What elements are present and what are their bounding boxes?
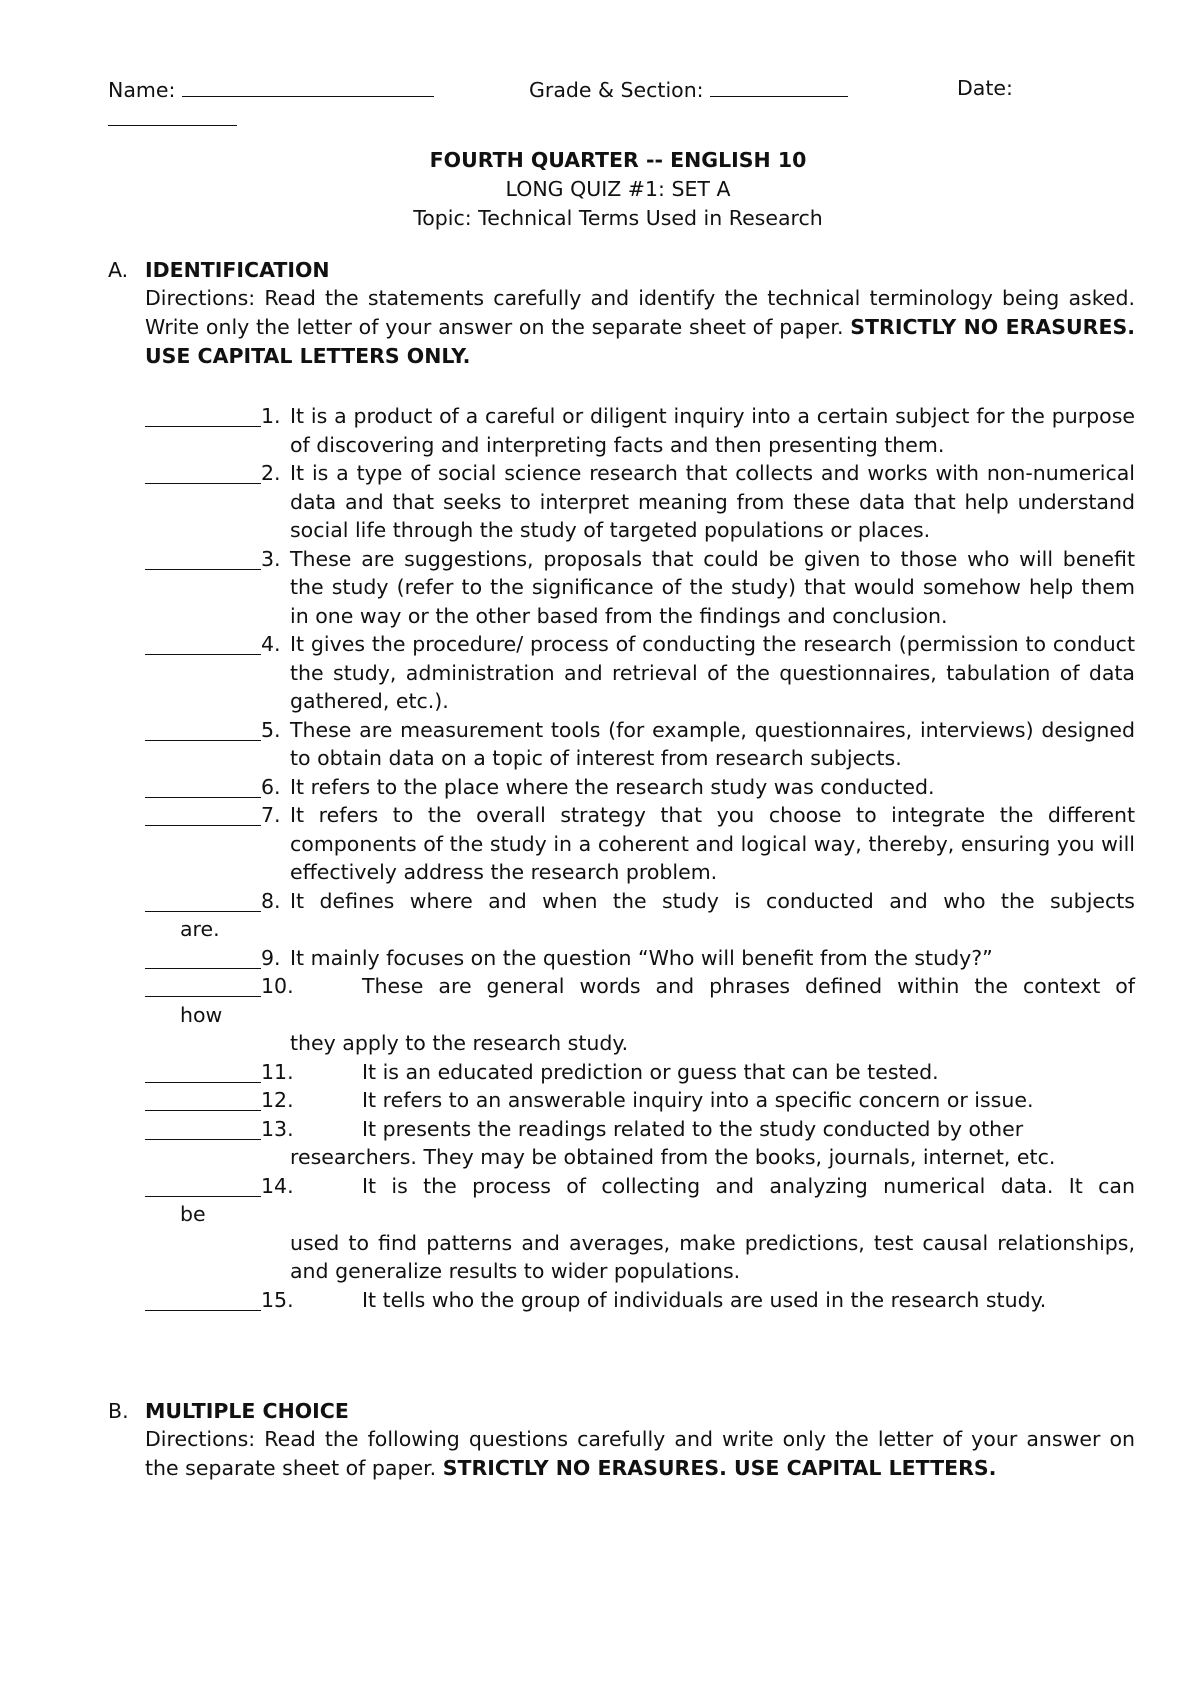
section-b-heading — [108, 1397, 349, 1425]
item-text: It is a type of social science research that collects and works with non-numerical data and that seeks to interpret meaning from these data that help understand social life through the study of targeted populations or places. — [290, 461, 1135, 542]
grade-section-blank[interactable] — [710, 74, 848, 97]
section-a-directions-emphasis: STRICTLY NO ERASURES. USE CAPITAL LETTERS ONLY. — [145, 315, 1135, 368]
list-item — [145, 402, 1135, 459]
name-blank[interactable] — [182, 74, 434, 97]
quiz-subtitle: LONG QUIZ #1: SET A — [505, 177, 731, 201]
item-text: It defines where and when the study is conducted and who the subjects — [290, 888, 1135, 913]
item-number: 6. — [261, 774, 281, 799]
item-text-continuation: researchers. They may be obtained from the books, journals, internet, etc. — [290, 1145, 1056, 1169]
list-item — [145, 1058, 1135, 1087]
list-item — [145, 972, 1135, 1058]
item-number: 10. — [261, 974, 294, 998]
section-b-name: MULTIPLE CHOICE — [145, 1399, 349, 1423]
answer-blank[interactable] — [145, 1117, 261, 1140]
topic-line: Topic: Technical Terms Used in Research — [413, 206, 823, 230]
answer-blank[interactable] — [145, 1060, 261, 1083]
section-a-heading — [108, 256, 330, 284]
item-text: These are suggestions, proposals that could be given to those who will benefit the study (refer to the significance of the study) that would somehow help them in one way or the other based from the findings and conclusion. — [290, 546, 1135, 628]
item-number: 13. — [261, 1116, 294, 1141]
student-info-line — [108, 74, 1108, 104]
item-text: It presents the readings related to the study conducted by other — [362, 1116, 1024, 1141]
item-text: It mainly focuses on the question “Who will benefit from the study?” — [290, 945, 993, 970]
answer-blank[interactable] — [145, 775, 261, 798]
list-item — [145, 773, 1135, 802]
list-item — [145, 887, 1135, 944]
item-text: It refers to an answerable inquiry into a specific concern or issue. — [362, 1088, 1034, 1112]
item-text: These are general words and phrases defined within the context of — [362, 974, 1135, 998]
list-item — [145, 630, 1135, 716]
name-field[interactable] — [108, 74, 434, 104]
date-label: Date: — [957, 76, 1013, 100]
item-text: It tells who the group of individuals are used in the research study. — [362, 1287, 1047, 1312]
section-a-directions-text: Directions: Read the statements carefully and identify the technical terminology being asked. Write only the letter of your answer on the separate sheet of paper. — [145, 286, 1135, 339]
answer-blank[interactable] — [145, 1288, 261, 1311]
item-text: It gives the procedure/ process of conducting the research (permission to conduct the study, administration and retrieval of the questionnaires, tabulation of data gathered, etc.). — [290, 632, 1135, 713]
section-b-directions-text: Directions: Read the following questions carefully and write only the letter of your answer on the separate sheet of paper. — [145, 1427, 1135, 1480]
list-item — [145, 1286, 1135, 1315]
answer-blank[interactable] — [145, 461, 261, 484]
item-text-wrap: be — [180, 1202, 206, 1226]
section-a-name: IDENTIFICATION — [145, 258, 330, 282]
item-number: 7. — [261, 803, 281, 827]
list-item — [145, 1115, 1135, 1172]
list-item — [145, 944, 1135, 973]
page-title: FOURTH QUARTER -- ENGLISH 10 — [429, 148, 807, 172]
title-block — [0, 146, 1200, 233]
answer-blank[interactable] — [145, 1088, 261, 1111]
item-text-wrap: how — [180, 1002, 223, 1027]
section-b-directions-emphasis: STRICTLY NO ERASURES. USE CAPITAL LETTERS. — [442, 1456, 997, 1480]
section-a-letter: A. — [108, 258, 129, 282]
item-text: These are measurement tools (for example, questionnaires, interviews) designed to obtain data on a topic of interest from research subjects. — [290, 717, 1135, 770]
answer-blank[interactable] — [145, 404, 261, 427]
answer-blank[interactable] — [145, 632, 261, 655]
item-text: It is a product of a careful or diligent inquiry into a certain subject for the purpose of discovering and interpreting facts and then presenting them. — [290, 404, 1135, 457]
date-field[interactable] — [957, 74, 1013, 102]
item-number: 1. — [261, 404, 281, 428]
answer-blank[interactable] — [145, 889, 261, 912]
item-text-continuation: they apply to the research study. — [290, 1031, 629, 1055]
section-b-letter: B. — [108, 1399, 129, 1423]
item-text-continuation: used to find patterns and averages, make predictions, test causal relationships, and generalize results to wider populations. — [290, 1230, 1135, 1283]
item-text-wrap: are. — [180, 917, 220, 941]
item-number: 2. — [261, 461, 281, 485]
section-a-directions — [145, 284, 1135, 371]
answer-blank[interactable] — [145, 974, 261, 997]
item-number: 4. — [261, 632, 281, 656]
item-number: 9. — [261, 945, 281, 970]
identification-items — [145, 402, 1135, 1314]
item-text: It is the process of collecting and analyzing numerical data. It can — [362, 1173, 1135, 1198]
list-item — [145, 801, 1135, 887]
list-item — [145, 459, 1135, 545]
item-number: 8. — [261, 888, 281, 913]
item-number: 3. — [261, 546, 281, 571]
list-item — [145, 1172, 1135, 1286]
item-number: 11. — [261, 1059, 294, 1084]
section-b-directions — [145, 1425, 1135, 1483]
answer-blank[interactable] — [145, 718, 261, 741]
grade-section-field[interactable] — [529, 74, 848, 104]
item-number: 15. — [261, 1287, 294, 1312]
answer-blank[interactable] — [145, 547, 261, 570]
answer-blank[interactable] — [145, 1174, 261, 1197]
item-number: 14. — [261, 1173, 294, 1198]
item-text: It refers to the place where the research study was conducted. — [290, 774, 935, 799]
grade-section-label: Grade & Section: — [529, 78, 704, 102]
answer-blank[interactable] — [145, 946, 261, 969]
item-number: 5. — [261, 717, 281, 742]
item-number: 12. — [261, 1088, 294, 1112]
list-item — [145, 1086, 1135, 1115]
list-item — [145, 545, 1135, 631]
answer-blank[interactable] — [145, 803, 261, 826]
name-label: Name: — [108, 78, 176, 102]
item-text: It refers to the overall strategy that you choose to integrate the different components of the study in a coherent and logical way, thereby, ensuring you will effectively address the research problem. — [290, 803, 1135, 884]
date-blank[interactable] — [108, 101, 237, 126]
item-text: It is an educated prediction or guess that can be tested. — [362, 1059, 939, 1084]
list-item — [145, 716, 1135, 773]
